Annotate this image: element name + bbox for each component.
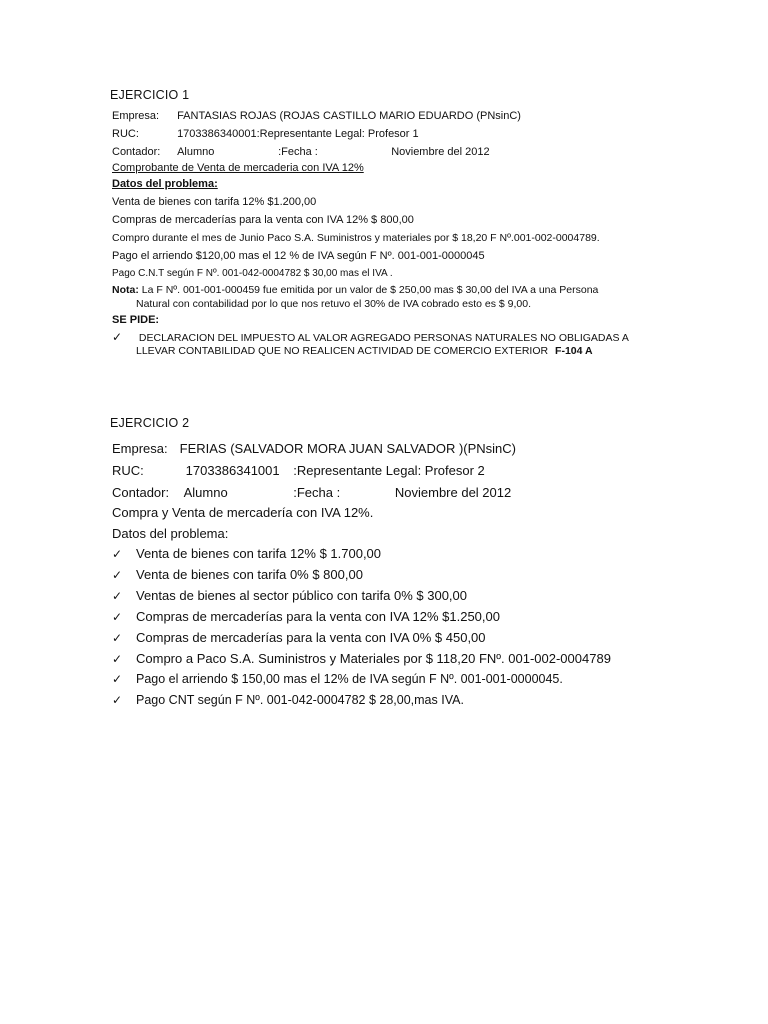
fecha-label: :Fecha : <box>278 146 318 158</box>
fecha-value: Noviembre del 2012 <box>391 146 490 158</box>
nota-line1: La F Nº. 001-001-000459 fue emitida por un valor de $ 250,00 mas $ 30,00 del IVA a una Persona <box>141 284 599 296</box>
ejercicio1-comprobante: Comprobante de Venta de mercaderia con IVA 12% <box>112 162 364 174</box>
ejercicio1-item: Pago C.N.T según F Nº. 001-042-0004782 $ 30,00 mas el IVA . <box>112 268 393 279</box>
ruc-value: 1703386340001:Representante Legal: Profesor 1 <box>177 128 419 140</box>
fecha-label: :Fecha : <box>293 485 341 500</box>
ejercicio2-item <box>112 588 467 604</box>
empresa-value: FERIAS (SALVADOR MORA JUAN SALVADOR )(PNsinC) <box>179 441 516 456</box>
se-pide-line1: DECLARACION DEL IMPUESTO AL VALOR AGREGADO PERSONAS NATURALES NO OBLIGADAS A <box>138 332 629 344</box>
checkmark-icon: ✓ <box>112 672 123 686</box>
se-pide-line2-row <box>136 345 593 358</box>
checkmark-icon: ✓ <box>112 330 123 344</box>
contador-label: Contador: <box>112 146 161 158</box>
item-text: Ventas de bienes al sector público con tarifa 0% $ 300,00 <box>136 588 467 603</box>
ejercicio1-item: Compro durante el mes de Junio Paco S.A. Suministros y materiales por $ 18,20 F Nº.001-002-0004789. <box>112 232 600 244</box>
item-text: Compras de mercaderías para la venta con IVA 0% $ 450,00 <box>136 630 486 645</box>
ejercicio1-item: Venta de bienes con tarifa 12% $1.200,00 <box>112 196 317 208</box>
ruc-label: RUC: <box>112 463 144 478</box>
ejercicio2-item <box>112 567 363 583</box>
ejercicio1-contador-row <box>112 146 490 160</box>
nota-label: Nota: <box>112 284 139 296</box>
ejercicio2-title: EJERCICIO 2 <box>110 416 190 430</box>
ejercicio2-item <box>112 693 464 708</box>
nota-line2: Natural con contabilidad por lo que nos retuvo el 30% de IVA cobrado esto es $ 9,00. <box>136 298 531 310</box>
checkmark-icon: ✓ <box>112 568 123 582</box>
ejercicio2-contador-row <box>112 485 511 501</box>
se-pide-form: F-104 A <box>555 345 593 357</box>
item-text: Venta de bienes con tarifa 12% $ 1.700,00 <box>136 546 382 561</box>
item-text: Pago el arriendo $ 150,00 mas el 12% de IVA según F Nº. 001-001-0000045. <box>136 672 563 686</box>
fecha-value: Noviembre del 2012 <box>394 485 512 500</box>
ejercicio1-datos-heading: Datos del problema: <box>112 178 218 190</box>
item-text: Pago CNT según F Nº. 001-042-0004782 $ 28,00,mas IVA. <box>136 693 464 707</box>
empresa-label: Empresa: <box>112 110 160 122</box>
checkmark-icon: ✓ <box>112 589 123 603</box>
rep-legal: :Representante Legal: Profesor 2 <box>293 463 485 478</box>
item-text: Compras de mercaderías para la venta con IVA 12% $1.250,00 <box>136 609 500 624</box>
ejercicio1-title: EJERCICIO 1 <box>110 88 190 102</box>
ejercicio2-compra-venta: Compra y Venta de mercadería con IVA 12%. <box>112 505 374 520</box>
ejercicio2-item <box>112 651 611 667</box>
ejercicio1-empresa-row <box>112 110 521 124</box>
ejercicio2-item <box>112 630 486 646</box>
ejercicio1-item: Compras de mercaderías para la venta con IVA 12% $ 800,00 <box>112 214 414 226</box>
checkmark-icon: ✓ <box>112 631 123 645</box>
ejercicio2-item <box>112 672 563 687</box>
ejercicio1-ruc-row <box>112 128 419 142</box>
checkmark-icon: ✓ <box>112 610 123 624</box>
item-text: Compro a Paco S.A. Suministros y Materiales por $ 118,20 FNº. 001-002-0004789 <box>136 651 611 666</box>
item-text: Venta de bienes con tarifa 0% $ 800,00 <box>136 567 363 582</box>
ejercicio2-empresa-row <box>112 441 516 457</box>
ejercicio1-nota <box>112 284 598 297</box>
empresa-label: Empresa: <box>112 441 168 456</box>
ejercicio2-datos-heading: Datos del problema: <box>112 526 229 541</box>
ejercicio2-ruc-row <box>112 463 485 479</box>
ruc-value: 1703386341001 <box>185 463 280 478</box>
checkmark-icon: ✓ <box>112 547 123 561</box>
empresa-value: FANTASIAS ROJAS (ROJAS CASTILLO MARIO EDUARDO (PNsinC) <box>177 110 521 122</box>
se-pide-label: SE PIDE: <box>112 314 160 326</box>
ruc-label: RUC: <box>112 128 139 140</box>
ejercicio2-item <box>112 546 381 562</box>
ejercicio1-item: Pago el arriendo $120,00 mas el 12 % de IVA según F Nº. 001-001-0000045 <box>112 250 485 262</box>
contador-value: Alumno <box>177 146 215 158</box>
se-pide-item <box>112 330 629 345</box>
checkmark-icon: ✓ <box>112 693 123 707</box>
checkmark-icon: ✓ <box>112 652 123 666</box>
contador-label: Contador: <box>112 485 170 500</box>
ejercicio2-item <box>112 609 500 625</box>
contador-value: Alumno <box>183 485 228 500</box>
se-pide-line2: LLEVAR CONTABILIDAD QUE NO REALICEN ACTIVIDAD DE COMERCIO EXTERIOR <box>136 345 549 357</box>
